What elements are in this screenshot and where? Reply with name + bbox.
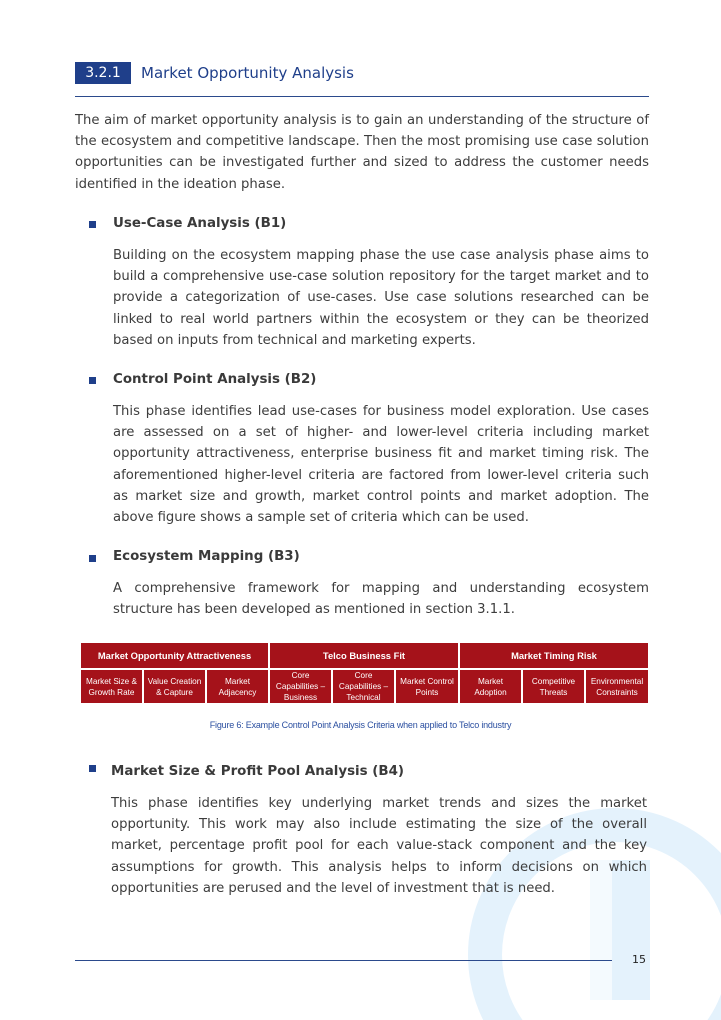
- page-number: 15: [632, 953, 646, 966]
- intro-paragraph: The aim of market opportunity analysis is to gain an understanding of the structure of the ecosystem and competitive landscape. Then the most promising use case solution opportunities can be investigated further and sized to address the customer needs identified in the ideation phase.: [75, 113, 649, 192]
- control-point-criteria-table: [81, 643, 648, 703]
- bullet-body-b2: This phase identifies lead use-cases for business model exploration. Use cases are assessed on a set of higher- and lower-level criteria including market opportunity attractiveness, enterprise business fit and market timing risk. The aforementioned higher-level criteria are factored from lower-level criteria such as market size and growth, market control points and market adoption. The above figure shows a sample set of criteria which can be used.: [113, 404, 649, 526]
- criteria-cell: Market Adjacency: [207, 670, 268, 703]
- footer-divider: [75, 960, 612, 961]
- bullet-marker: [89, 765, 96, 772]
- criteria-cell: Market Adoption: [460, 670, 521, 703]
- criteria-cell: Competitive Threats: [523, 670, 584, 703]
- bullet-marker: [89, 555, 96, 562]
- criteria-cell: Market Control Points: [396, 670, 458, 703]
- section-title: Market Opportunity Analysis: [141, 64, 354, 82]
- section-header: [75, 62, 649, 97]
- bullet-title-b2: Control Point Analysis (B2): [113, 372, 317, 387]
- criteria-cell: Value Creation & Capture: [144, 670, 205, 703]
- bullet-body-b4: This phase identifies key underlying market trends and sizes the market opportunity. This work may also include estimating the size of the overall market, percentage profit pool for each value-stack component and the key assumptions for growth. This analysis helps to inform decisions on which opportunities are perused and the level of investment that is need.: [111, 796, 647, 896]
- criteria-cell: Environmental Constraints: [586, 670, 648, 703]
- bullet-title-b4: Market Size & Profit Pool Analysis (B4): [111, 764, 405, 779]
- section-number: 3.2.1: [75, 62, 131, 84]
- group-header: Market Opportunity Attractiveness: [81, 643, 268, 668]
- group-header: Telco Business Fit: [270, 643, 458, 668]
- bullet-title-b1: Use-Case Analysis (B1): [113, 216, 287, 231]
- figure-caption: Figure 6: Example Control Point Analysis Criteria when applied to Telco industry: [209, 720, 512, 730]
- bullet-marker: [89, 377, 96, 384]
- bullet-marker: [89, 221, 96, 228]
- bullet-title-b3: Ecosystem Mapping (B3): [113, 549, 300, 564]
- group-header: Market Timing Risk: [460, 643, 648, 668]
- criteria-cell: Market Size & Growth Rate: [81, 670, 142, 703]
- bullet-body-b3: A comprehensive framework for mapping and understanding ecosystem structure has been developed as mentioned in section 3.1.1.: [113, 581, 649, 618]
- bullet-body-b1: Building on the ecosystem mapping phase the use case analysis phase aims to build a comprehensive use-case solution repository for the target market and to provide a categorization of use-cases. Use case solutions researched can be linked to real world partners within the ecosystem or they can be theorized based on inputs from technical and marketing experts.: [113, 248, 649, 348]
- criteria-cell: Core Capabilities – Technical: [333, 670, 394, 703]
- criteria-cell: Core Capabilities – Business: [270, 670, 331, 703]
